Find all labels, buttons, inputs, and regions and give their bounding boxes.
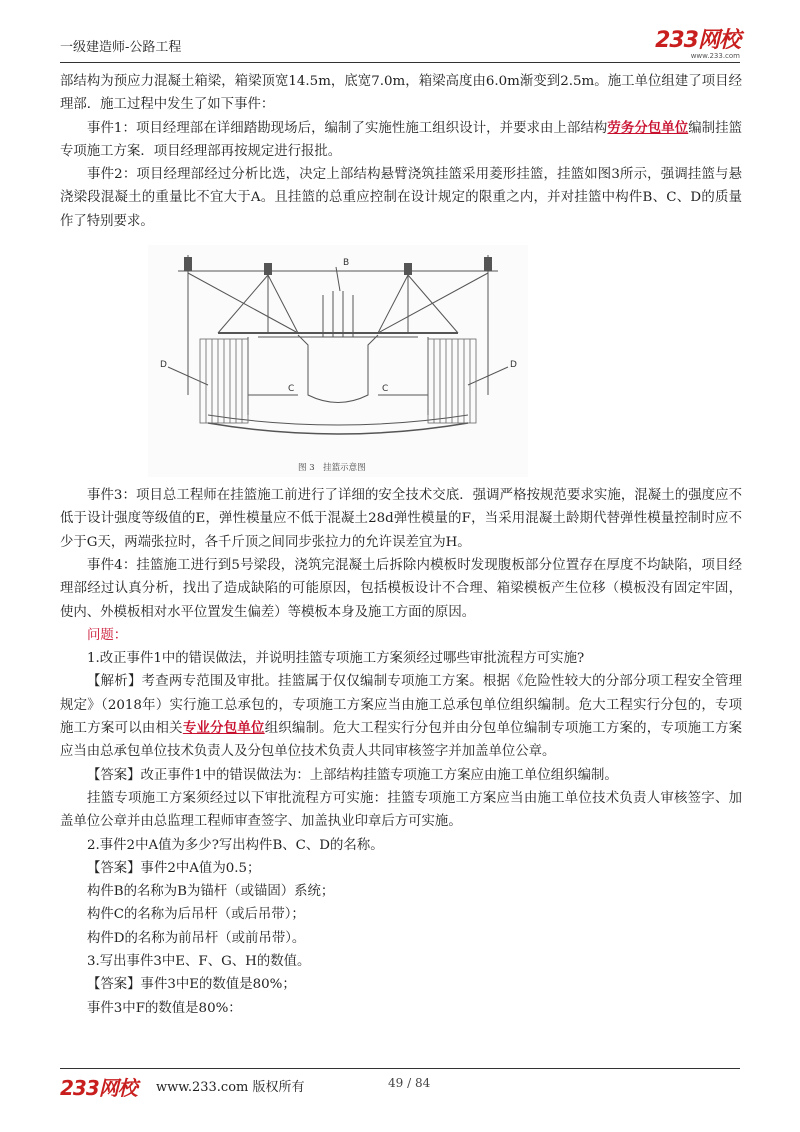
event2-paragraph: 事件2：项目经理部经过分析比选，决定上部结构悬臂浇筑挂篮采用菱形挂篮，挂篮如图3所示，强调挂篮与悬浇梁段混凝土的重量比不宜大于A。且挂篮的总重应控制在设计规定的限重之内，并对挂篮中构件B、C、D的质量作了特别要求。 (60, 167, 742, 229)
event1-text-a: 事件1：项目经理部在详细踏勘现场后，编制了实施性施工组织设计，并要求由上部结构 (87, 120, 608, 136)
document-body (60, 70, 742, 1020)
questions-heading: 问题： (87, 627, 128, 643)
label-c-left: C (288, 384, 295, 395)
q1-analysis (60, 670, 742, 763)
header-title: 一级建造师-公路工程 (60, 40, 182, 55)
footer-logo: 233网校 (60, 1076, 137, 1100)
q1-answer-2: 挂篮专项施工方案须经过以下审批流程方可实施：挂篮专项施工方案应当由施工单位技术负责人审核签字、加盖单位公章并由总监理工程师审查签字、加盖执业印章后方可实施。 (60, 790, 742, 830)
q1-answer: 【答案】改正事件1中的错误做法为：上部结构挂篮专项施工方案应由施工单位组织编制。 (87, 767, 618, 783)
label-b: B (343, 258, 350, 269)
q2-answer: 【答案】事件2中A值为0.5； (87, 860, 261, 876)
q1-analysis-c: 组织编制。危大工程实行分包并由分包单位编制专项施工方案的，专项施工方案应当由总承包单位技术负责人及分包单位技术负责人共同审核签字并加盖单位公章。 (60, 721, 743, 760)
event1-text-c: 编制挂篮专项施工方案．项目经理部再按规定进行报批。 (60, 120, 742, 159)
label-d-left: D (160, 360, 167, 371)
q1-analysis-highlight: 专业分包单位 (182, 720, 265, 737)
event1-highlight: 劳务分包单位 (607, 119, 689, 136)
q3-f: 事件3中F的数值是80%： (87, 1000, 242, 1016)
brand-logo (620, 30, 740, 64)
q3-answer: 【答案】事件3中E的数值是80%； (87, 977, 296, 993)
q2-d: 构件D的名称为前吊杆（或前吊带）。 (87, 930, 306, 946)
event1-paragraph (60, 117, 742, 164)
footer-divider (60, 1068, 740, 1069)
page-number: 49 / 84 (388, 1076, 431, 1090)
logo-text: 233网校 (655, 28, 740, 53)
page-footer (60, 1072, 740, 1102)
q2-b: 构件B的名称为B为锚杆（或锚固）系统； (87, 884, 335, 900)
figure-caption: 图 3 挂篮示意图 (298, 463, 366, 474)
page-header (60, 30, 740, 60)
label-d-right: D (510, 360, 517, 371)
q2-c: 构件C的名称为后吊杆（或后吊带）； (87, 907, 305, 923)
question-3: 3.写出事件3中E、F、G、H的数值。 (87, 954, 311, 970)
label-c-right: C (382, 384, 389, 395)
q1-analysis-a: 【解析】考查两专范围及审批。挂篮属于仅仅编制专项施工方案。根据《危险性较大的分部分项工程安全管理规定》（2018年）实行施工总承包的，专项施工方案应当由施工总承包单位组织编制。危大工程实行分包的，专项施工方案可以由相关 (60, 674, 742, 737)
question-1: 1.改正事件1中的错误做法，并说明挂篮专项施工方案须经过哪些审批流程方可实施? (87, 651, 585, 667)
logo-url: www.233.com (690, 52, 740, 60)
hanging-basket-diagram (148, 245, 528, 477)
event3-paragraph: 事件3：项目总工程师在挂篮施工前进行了详细的安全技术交底．强调严格按规范要求实施，混凝土的强度应不低于设计强度等级值的E，弹性模量应不低于混凝土28d弹性模量的F，当采用混凝土龄期代替弹性模量控制时应不少于G天，两端张拉时，各千斤顶之间同步张拉力的允许误差宜为H。 (60, 488, 742, 550)
question-2: 2.事件2中A值为多少?写出构件B、C、D的名称。 (87, 837, 384, 853)
intro-paragraph: 部结构为预应力混凝土箱梁，箱梁顶宽14.5m，底宽7.0m，箱梁高度由6.0m渐变到2.5m。施工单位组建了项目经理部．施工过程中发生了如下事件： (60, 74, 742, 113)
hanging-basket-figure (148, 245, 528, 477)
header-divider (60, 62, 740, 63)
event4-paragraph: 事件4：挂篮施工进行到5号梁段，浇筑完混凝土后拆除内模板时发现腹板部分位置存在厚度不均缺陷，项目经理部经过认真分析，找出了造成缺陷的可能原因，包括模板设计不合理、箱梁模板产生位移（模板没有固定牢固，使内、外模板相对水平位置发生偏差）等模板本身及施工方面的原因。 (60, 557, 742, 620)
footer-copyright: www.233.com 版权所有 (156, 1080, 305, 1095)
